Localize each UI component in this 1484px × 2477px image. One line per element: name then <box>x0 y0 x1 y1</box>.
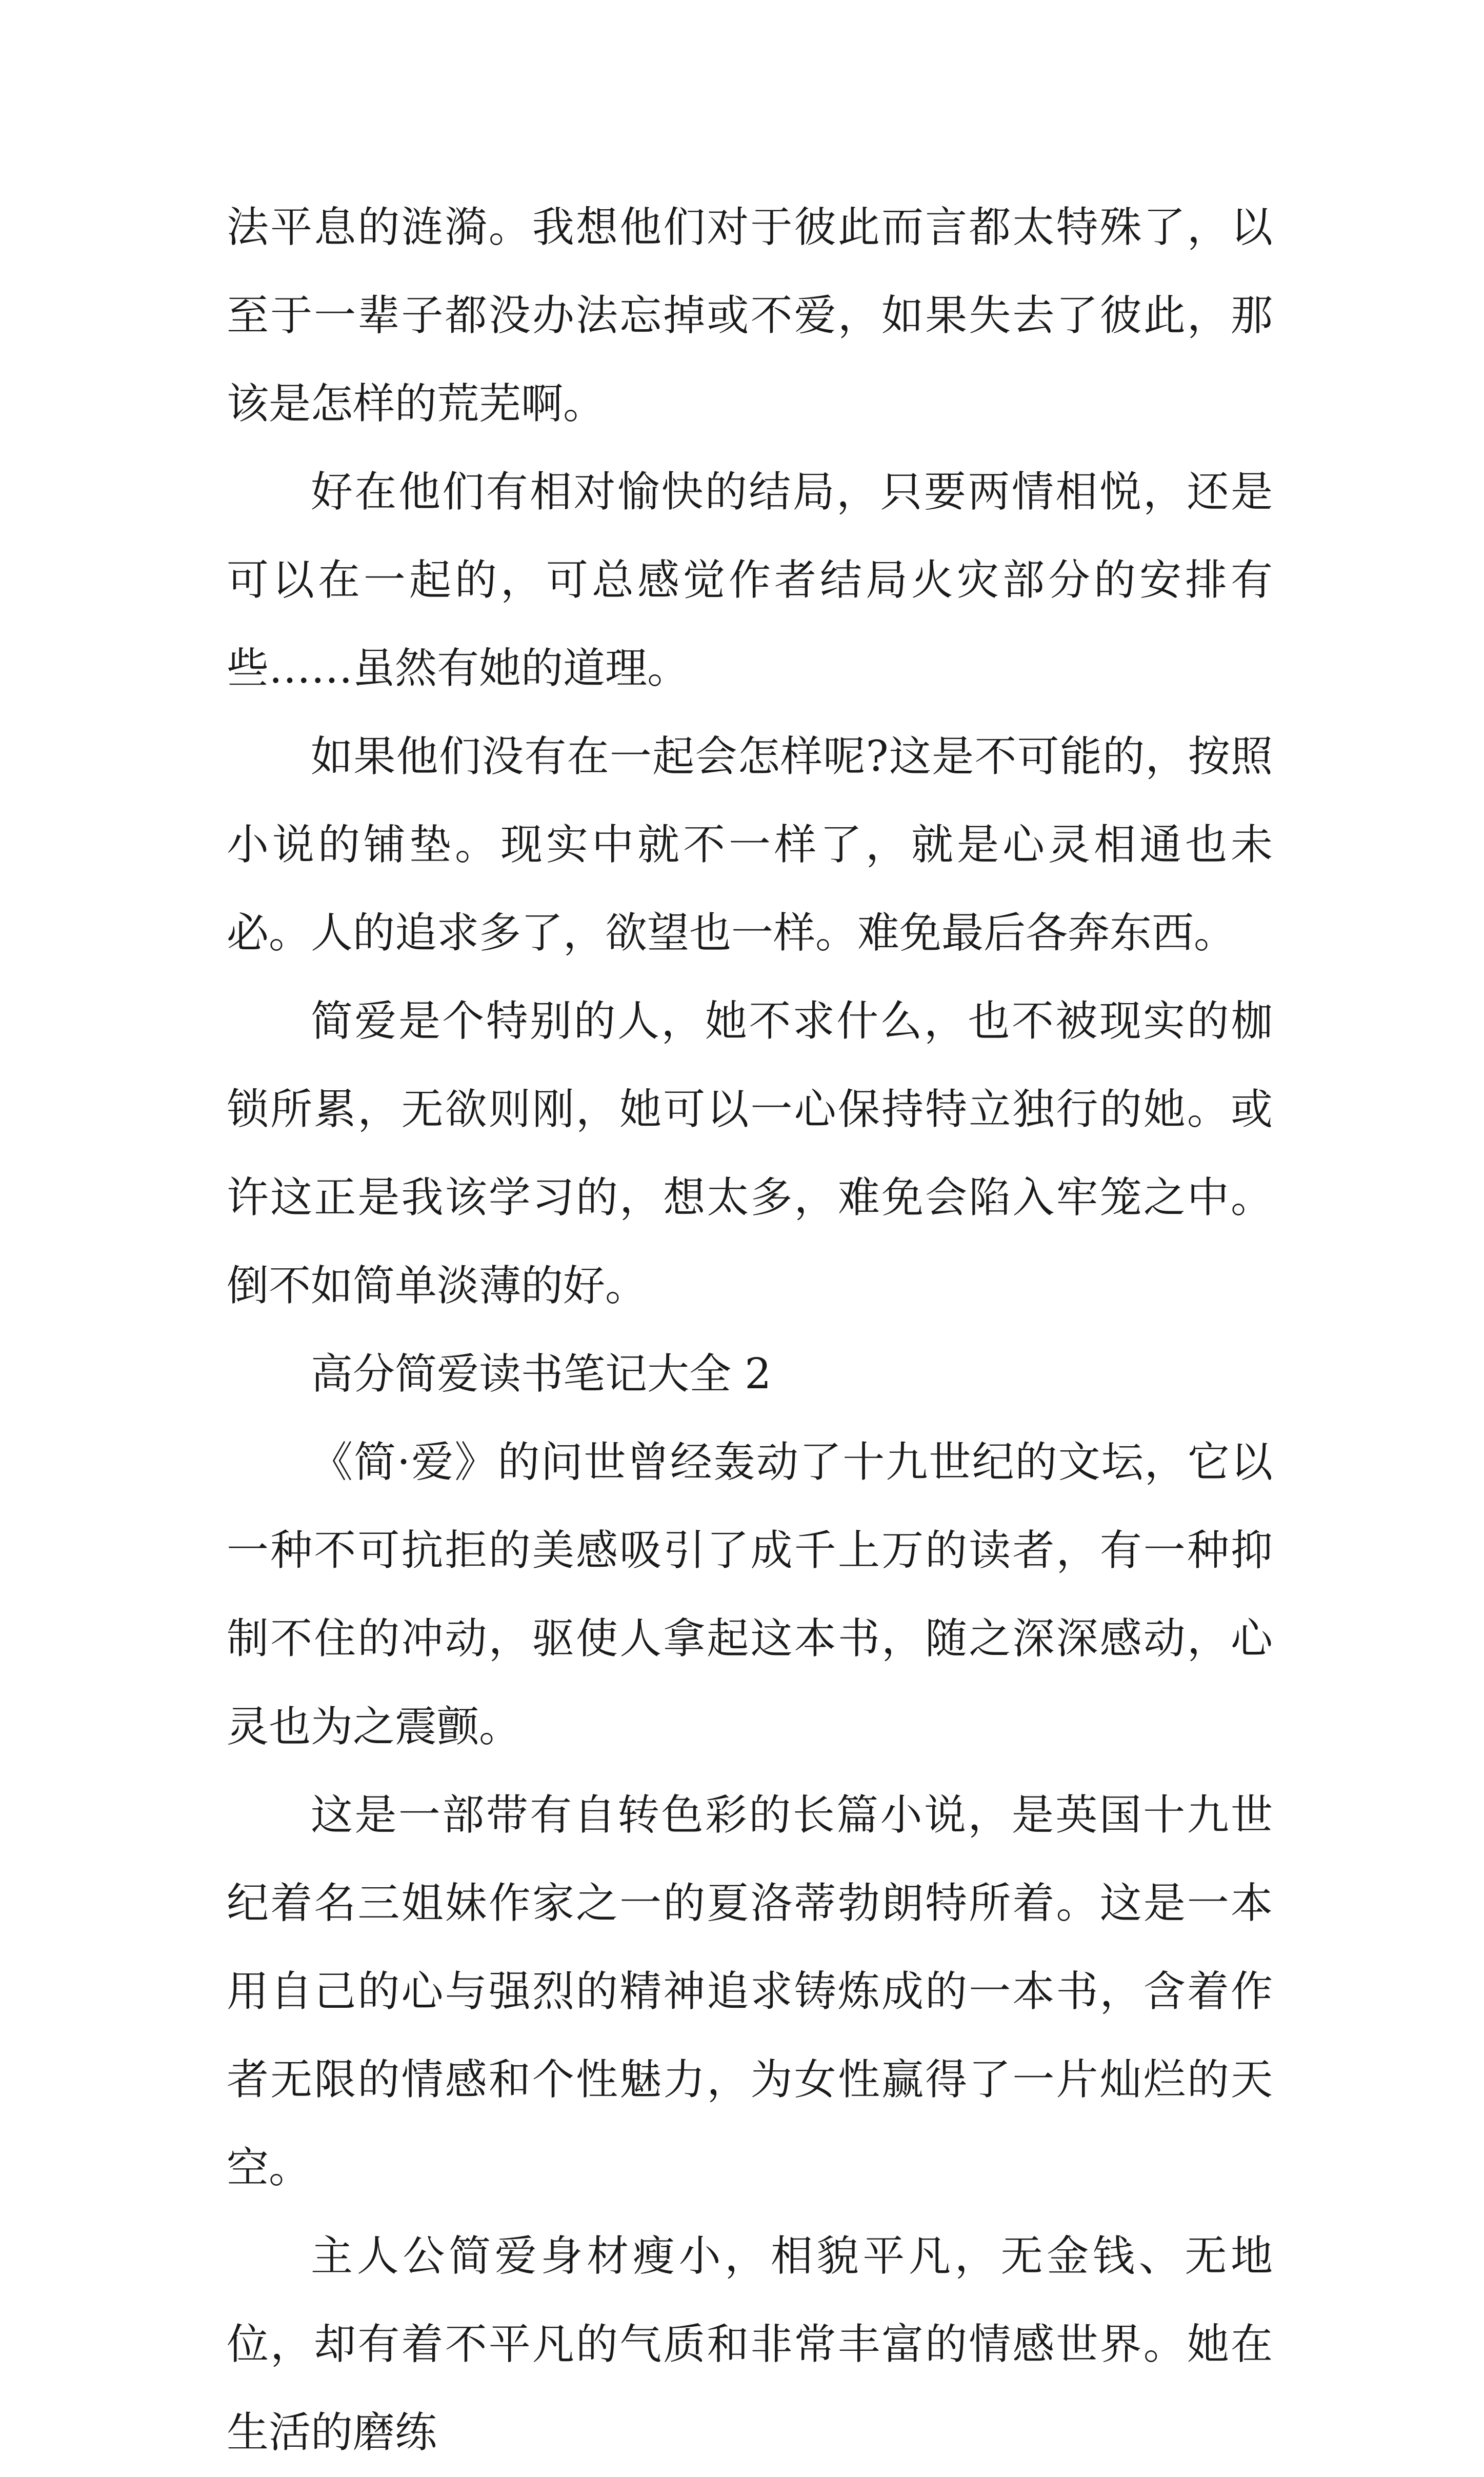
section-heading: 高分简爱读书笔记大全 2 <box>311 1350 772 1399</box>
document-body <box>227 184 1273 2477</box>
paragraph: 好在他们有相对愉快的结局，只要两情相悦，还是可以在一起的，可总感觉作者结局火灾部分的安排有些……虽然有她的道理。 <box>227 468 1273 693</box>
paragraph-truncated: 主人公简爱身材瘦小，相貌平凡，无金钱、无地位，却有着不平凡的气质和非常丰富的情感世界。她在生活的磨练 <box>227 2232 1273 2457</box>
paragraph: 这是一部带有自转色彩的长篇小说，是英国十九世纪着名三姐妹作家之一的夏洛蒂勃朗特所着。这是一本用自己的心与强烈的精神追求铸炼成的一本书，含着作者无限的情感和个性魅力，为女性赢得了一片灿烂的天空。 <box>227 1791 1273 2192</box>
paragraph: 如果他们没有在一起会怎样呢?这是不可能的，按照小说的铺垫。现实中就不一样了，就是心灵相通也未必。人的追求多了，欲望也一样。难免最后各奔东西。 <box>227 732 1273 957</box>
paragraph: 简爱是个特别的人，她不求什么，也不被现实的枷锁所累，无欲则刚，她可以一心保持特立独行的她。或许这正是我该学习的，想太多，难免会陷入牢笼之中。倒不如简单淡薄的好。 <box>227 997 1273 1310</box>
paragraph-continued: 法平息的涟漪。我想他们对于彼此而言都太特殊了，以至于一辈子都没办法忘掉或不爱，如果失去了彼此，那该是怎样的荒芜啊。 <box>227 203 1273 428</box>
paragraph: 《简·爱》的问世曾经轰动了十九世纪的文坛，它以一种不可抗拒的美感吸引了成千上万的读者，有一种抑制不住的冲动，驱使人拿起这本书，随之深深感动，心灵也为之震颤。 <box>227 1438 1273 1751</box>
